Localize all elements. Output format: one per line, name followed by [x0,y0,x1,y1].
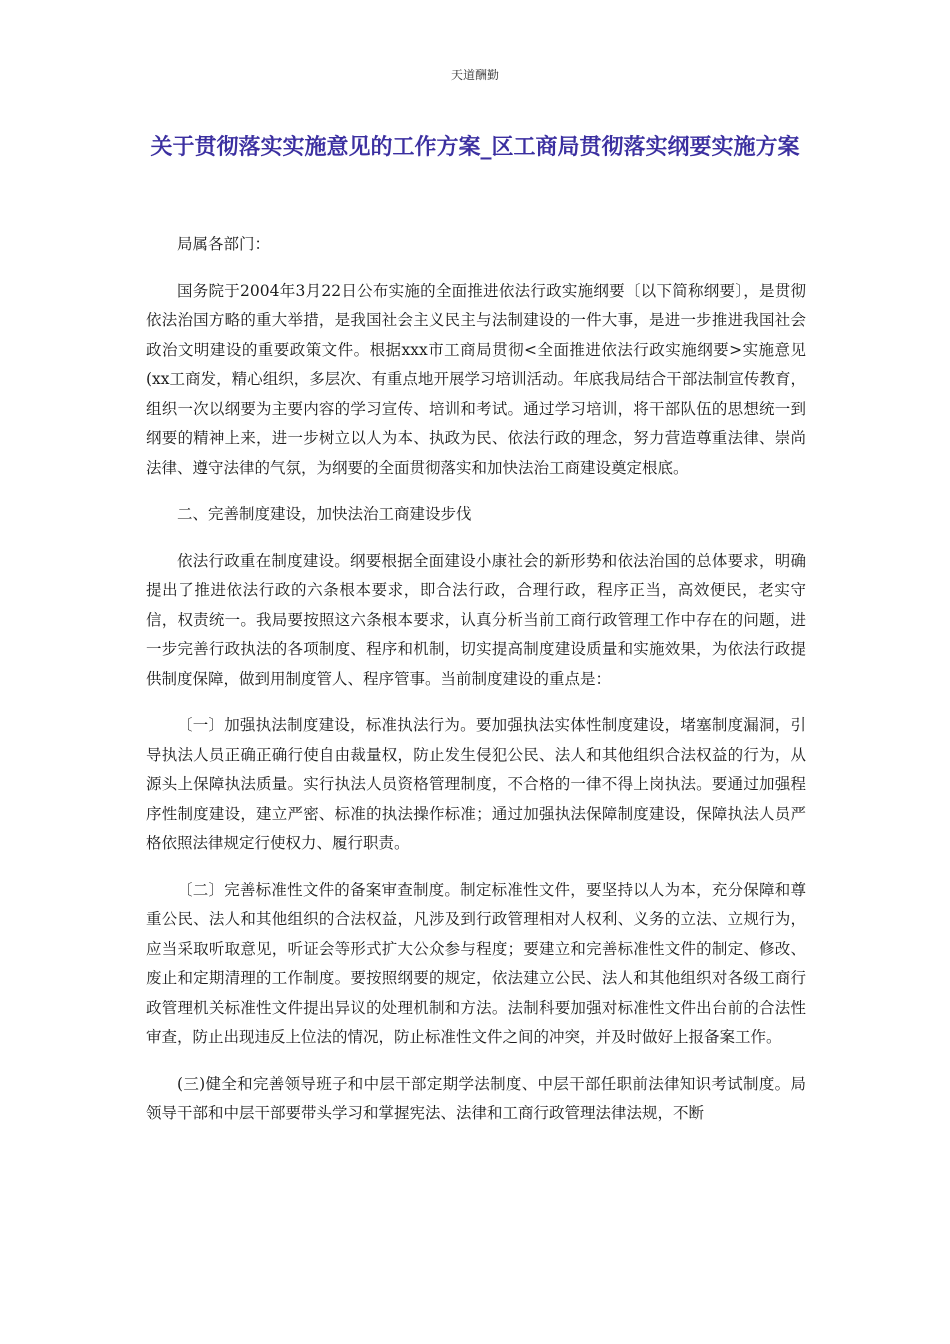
document-title: 关于贯彻落实实施意见的工作方案_区工商局贯彻落实纲要实施方案 [150,135,800,160]
salutation: 局属各部门： [177,235,271,253]
paragraph-system-building: 依法行政重在制度建设。纲要根据全面建设小康社会的新形势和依法治国的总体要求，明确提出了推进依法行政的六条根本要求，即合法行政，合理行政，程序正当，高效便民，老实守信，权责统一。我局要按照这六条根本要求，认真分析当前工商行政管理工作中存在的问题，进一步完善行政执法的各项制度、程序和机制，切实提高制度建设质量和实施效果，为依法行政提供制度保障，做到用制度管人、程序管事。当前制度建设的重点是： [146,551,806,688]
page-header: 天道酬勤 [450,68,499,82]
paragraph-intro: 国务院于2004年3月22日公布实施的全面推进依法行政实施纲要〔以下简称纲要〕，是贯彻依法治国方略的重大举措，是我国社会主义民主与法制建设的一件大事，是进一步推进我国社会政治文明建设的重要政策文件。根据xxx市工商局贯彻<全面推进依法行政实施纲要>实施意见(xx工商发，精心组织，多层次、有重点地开展学习培训活动。年底我局结合干部法制宣传教育，组织一次以纲要为主要内容的学习宣传、培训和考试。通过学习培训，将干部队伍的思想统一到纲要的精神上来，进一步树立以人为本、执政为民、依法行政的理念，努力营造尊重法律、崇尚法律、遵守法律的气氛，为纲要的全面贯彻落实和加快法治工商建设奠定根底。 [146,281,806,477]
paragraph-item-1: 〔一〕加强执法制度建设，标准执法行为。要加强执法实体性制度建设，堵塞制度漏洞，引导执法人员正确正确行使自由裁量权，防止发生侵犯公民、法人和其他组织合法权益的行为，从源头上保障执法质量。实行执法人员资格管理制度，不合格的一律不得上岗执法。要通过加强程序性制度建设，建立严密、标准的执法操作标准；通过加强执法保障制度建设，保障执法人员严格依照法律规定行使权力、履行职责。 [146,716,806,852]
document-body [146,230,806,1146]
section-heading: 二、完善制度建设，加快法治工商建设步伐 [177,505,472,523]
paragraph-item-2: 〔二〕完善标准性文件的备案审查制度。制定标准性文件，要坚持以人为本，充分保障和尊重公民、法人和其他组织的合法权益，凡涉及到行政管理相对人权利、义务的立法、立规行为，应当采取听取意见，听证会等形式扩大公众参与程度；要建立和完善标准性文件的制定、修改、废止和定期清理的工作制度。要按照纲要的规定，依法建立公民、法人和其他组织对各级工商行政管理机关标准性文件提出异议的处理机制和方法。法制科要加强对标准性文件出台前的合法性审查，防止出现违反上位法的情况，防止标准性文件之间的冲突，并及时做好上报备案工作。 [146,880,806,1046]
paragraph-item-3: (三)健全和完善领导班子和中层干部定期学法制度、中层干部任职前法律知识考试制度。局领导干部和中层干部要带头学习和掌握宪法、法律和工商行政管理法律法规，不断 [146,1074,806,1122]
